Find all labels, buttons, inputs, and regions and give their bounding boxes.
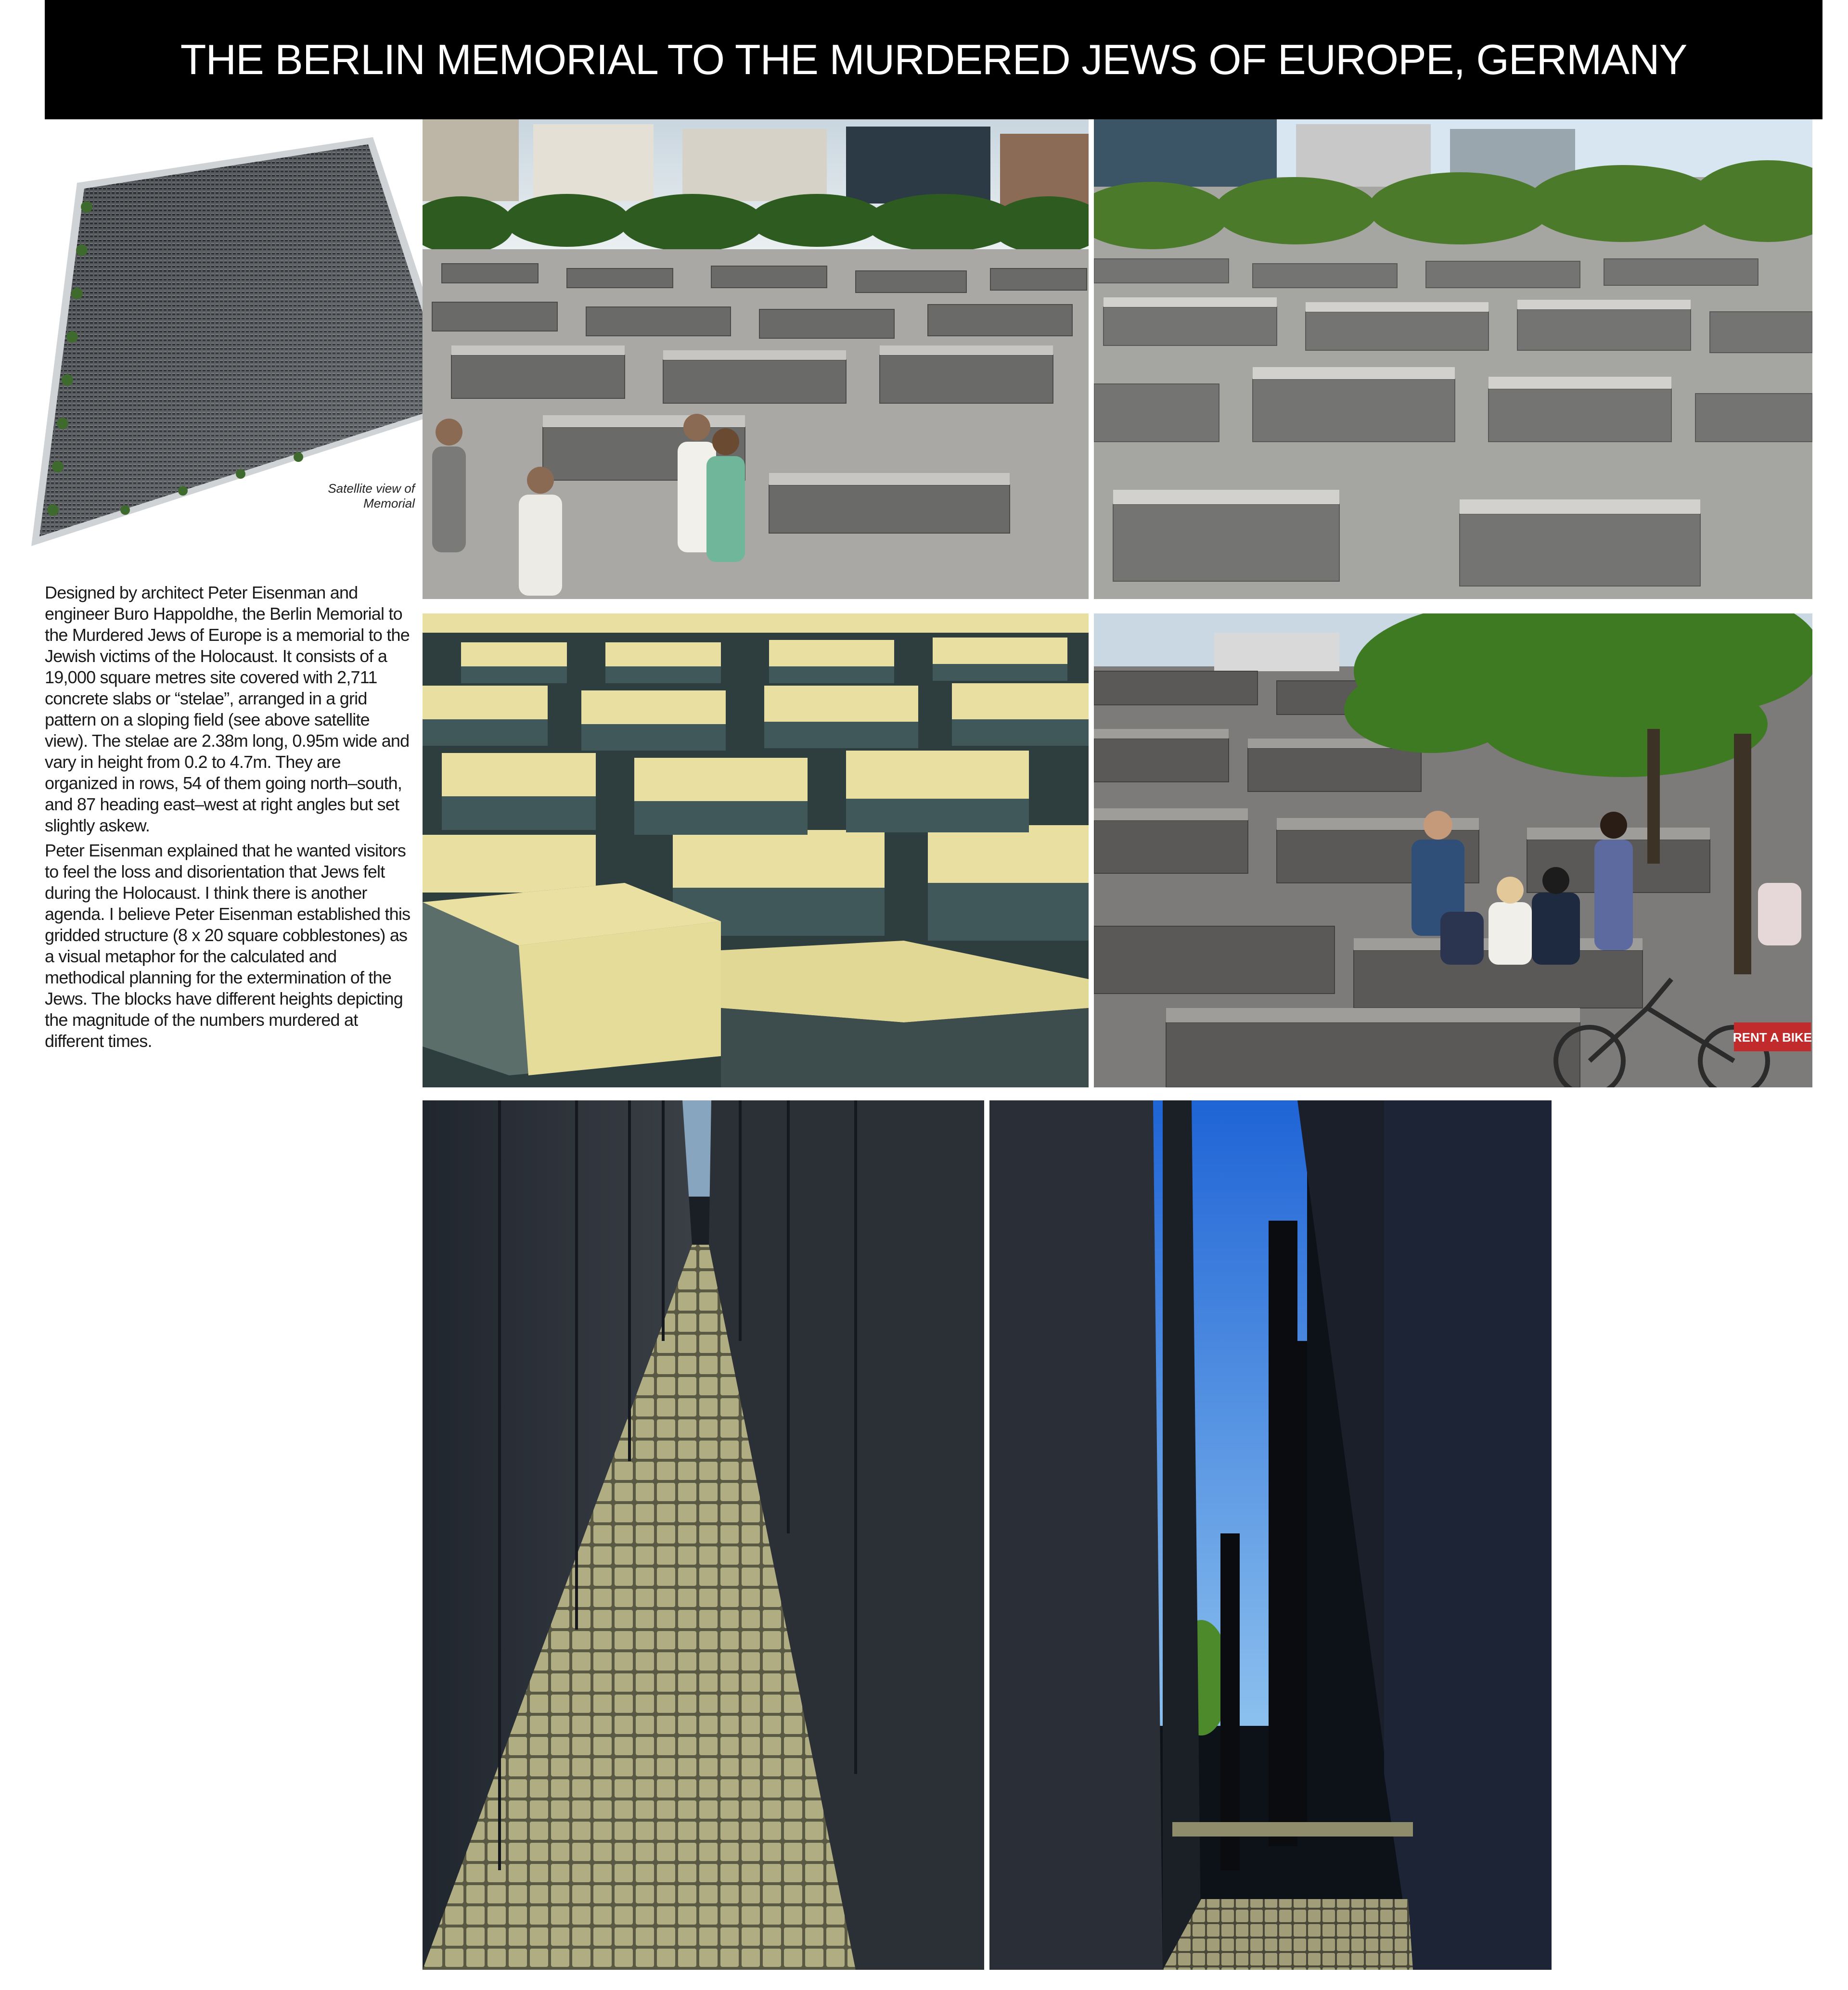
title-bar	[45, 0, 1822, 119]
photo-stelae-field	[1094, 119, 1812, 599]
photo-people-under-tree	[1094, 613, 1812, 1087]
article-body	[45, 582, 411, 1056]
photo-sky-corridor	[989, 1100, 1552, 1970]
photo-visitors-walking	[423, 119, 1089, 599]
bike-sign-text: RENT A BIKE	[1732, 1030, 1812, 1045]
article-paragraph-1: Designed by architect Peter Eisenman and engineer Buro Happoldhe, the Berlin Memorial to the Murdered Jews of Europe is a memorial to the Jewish victims of the Holocaust. It consists of a 19,000 square metres site covered with 2,711 concrete slabs or “stelae”, arranged in a grid pattern on a sloping field (see above satellite view). The stelae are 2.38m long, 0.95m wide and vary in height from 0.2 to 4.7m. They are organized in rows, 54 of them going north–south, and 87 heading east–west at right angles but set slightly askew.	[45, 583, 410, 835]
photo-lit-corridor	[423, 1100, 984, 1970]
article-paragraph-2: Peter Eisenman explained that he wanted visitors to feel the loss and disorientation that Jews felt during the Holocaust. I think there is another agenda. I believe Peter Eisenman established this gridded structure (8 x 20 square cobblestones) as a visual metaphor for the calculated and methodical planning for the extermination of the Jews. The blocks have different heights depicting the magnitude of the numbers murdered at different times.	[45, 841, 411, 1051]
photo-sunlit-stelae	[423, 613, 1089, 1087]
satellite-caption: Satellite view of Memorial	[328, 481, 415, 510]
page-title: THE BERLIN MEMORIAL TO THE MURDERED JEWS OF EUROPE, GERMANY	[180, 36, 1687, 83]
